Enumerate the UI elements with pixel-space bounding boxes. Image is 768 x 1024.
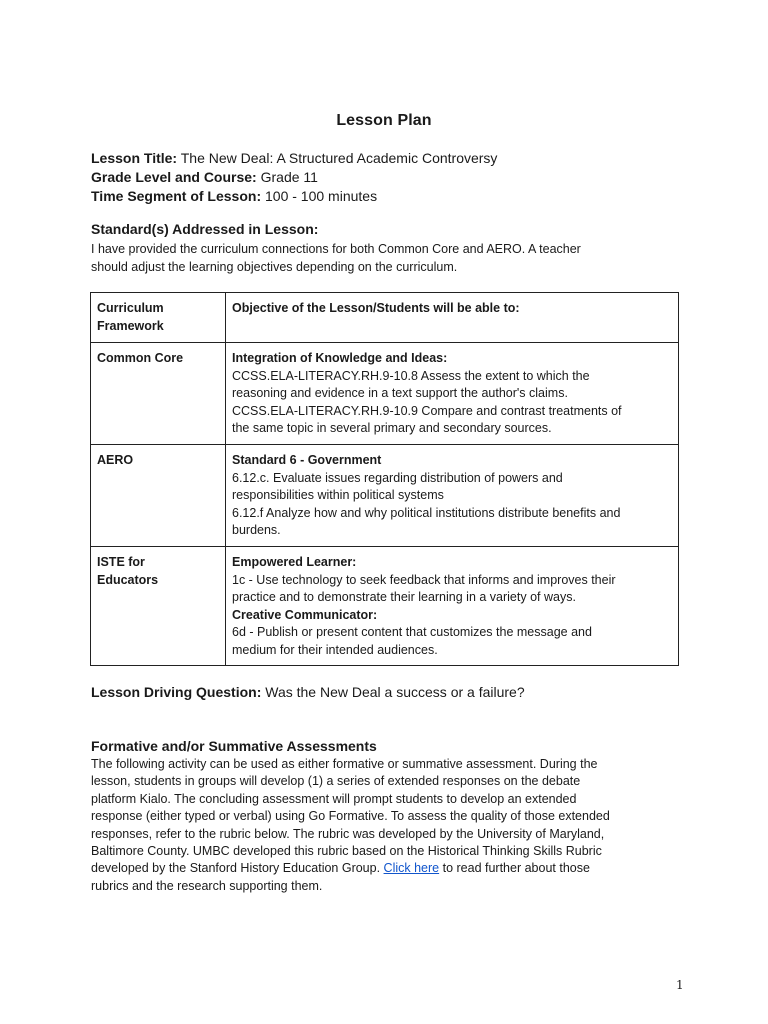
- lesson-title-line: [91, 149, 497, 168]
- framework-cell: [91, 547, 226, 666]
- header-cell-framework: [91, 293, 226, 343]
- lesson-title-value: The New Deal: A Structured Academic Controversy: [180, 150, 498, 166]
- assessments-body: [91, 756, 671, 895]
- grade-label: Grade Level and Course:: [91, 169, 257, 185]
- standards-desc-line: I have provided the curriculum connections for both Common Core and AERO. A teacher: [91, 242, 581, 256]
- standards-description: [91, 240, 671, 276]
- lesson-meta: [91, 149, 497, 206]
- framework-line: ISTE for: [97, 555, 145, 569]
- time-label: Time Segment of Lesson:: [91, 188, 262, 204]
- time-value: 100 - 100 minutes: [265, 188, 378, 204]
- assessments-line: The following activity can be used as either formative or summative assessment. During the: [91, 757, 598, 771]
- grade-value: Grade 11: [260, 169, 318, 185]
- assessments-line: Baltimore County. UMBC developed this rubric based on the Historical Thinking Skills Rubric: [91, 844, 602, 859]
- curriculum-table: [90, 292, 679, 666]
- header-cell-objective: [226, 293, 679, 343]
- header-framework-line1: Curriculum: [97, 301, 164, 315]
- objective-line: the same topic in several primary and secondary sources.: [232, 421, 552, 435]
- table-header-row: [91, 293, 679, 343]
- objective-heading: Standard 6 - Government: [232, 453, 382, 467]
- assessments-line: rubrics and the research supporting them.: [91, 878, 323, 893]
- assessments-line: platform Kialo. The concluding assessment will prompt students to develop an extended: [91, 791, 577, 806]
- objective-line: medium for their intended audiences.: [232, 642, 438, 657]
- standards-desc-line: should adjust the learning objectives depending on the curriculum.: [91, 260, 458, 274]
- framework-line: Educators: [97, 572, 159, 587]
- assessments-heading: Formative and/or Summative Assessments: [91, 738, 377, 754]
- page-title: Lesson Plan: [336, 112, 432, 129]
- time-line: [91, 187, 497, 206]
- grade-line: [91, 168, 497, 187]
- objective-line: reasoning and evidence in a text support the author's claims.: [232, 386, 568, 400]
- driving-question: [91, 684, 525, 700]
- objective-line: practice and to demonstrate their learning in a variety of ways.: [232, 590, 576, 604]
- objective-line: burdens.: [232, 523, 281, 537]
- driving-question-value: Was the New Deal a success or a failure?: [265, 684, 525, 700]
- assessments-line: response (either typed or verbal) using Go Formative. To assess the quality of those extended: [91, 809, 610, 824]
- page-number: 1: [676, 978, 684, 992]
- click-here-link[interactable]: Click here: [383, 861, 440, 876]
- objective-line: 6.12.c. Evaluate issues regarding distribution of powers and: [232, 470, 563, 485]
- objective-line: CCSS.ELA-LITERACY.RH.9-10.9 Compare and contrast treatments of: [232, 403, 622, 418]
- lesson-title-label: Lesson Title:: [91, 150, 178, 166]
- objective-line: 6.12.f Analyze how and why political institutions distribute benefits and: [232, 505, 621, 520]
- assessments-line7-before: developed by the Stanford History Education Group.: [91, 861, 381, 876]
- assessments-line: responses, refer to the rubric below. The rubric was developed by the University of Maryland,: [91, 826, 605, 841]
- objective-cell: [226, 445, 679, 547]
- assessments-line-with-link: [91, 860, 671, 877]
- objective-heading: Empowered Learner:: [232, 555, 357, 569]
- objective-heading: Integration of Knowledge and Ideas:: [232, 351, 448, 365]
- header-objective-text: Objective of the Lesson/Students will be able to:: [232, 301, 520, 315]
- table-row: [91, 343, 679, 445]
- table-row: [91, 547, 679, 666]
- objective-heading: Creative Communicator:: [232, 607, 378, 622]
- table-row: [91, 445, 679, 547]
- assessments-line: lesson, students in groups will develop (1) a series of extended responses on the debate: [91, 774, 581, 789]
- objective-line: CCSS.ELA-LITERACY.RH.9-10.8 Assess the extent to which the: [232, 368, 590, 383]
- objective-cell: [226, 343, 679, 445]
- header-framework-line2: Framework: [97, 318, 164, 333]
- standards-heading: Standard(s) Addressed in Lesson:: [91, 221, 319, 237]
- objective-line: responsibilities within political systems: [232, 488, 444, 502]
- objective-line: 6d - Publish or present content that customizes the message and: [232, 625, 592, 639]
- framework-cell: AERO: [91, 445, 226, 547]
- objective-line: 1c - Use technology to seek feedback that informs and improves their: [232, 572, 616, 587]
- framework-cell: Common Core: [91, 343, 226, 445]
- driving-question-label: Lesson Driving Question:: [91, 684, 262, 700]
- assessments-line7-after: to read further about those: [442, 861, 590, 876]
- objective-cell: [226, 547, 679, 666]
